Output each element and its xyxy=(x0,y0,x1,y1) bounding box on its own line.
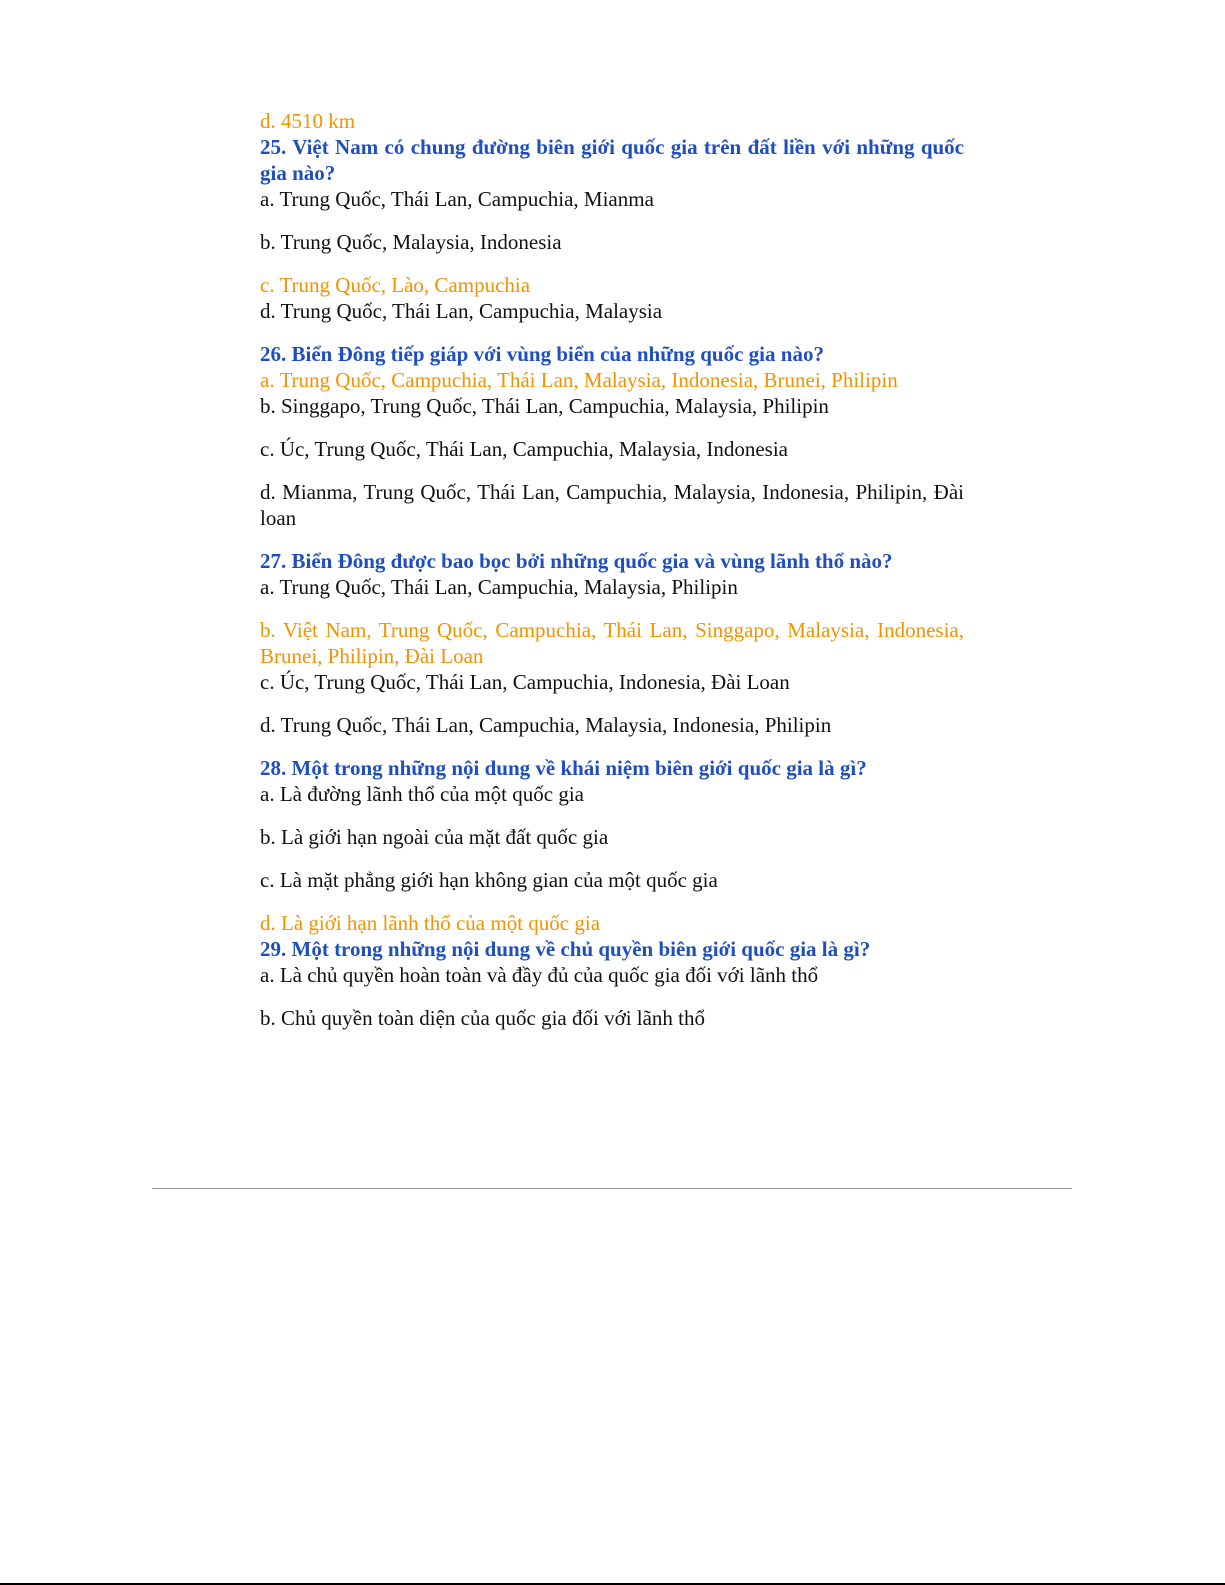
q27-option-a: a. Trung Quốc, Thái Lan, Campuchia, Malaysia, Philipin xyxy=(260,575,738,599)
document-page xyxy=(260,108,964,1031)
question-27: 27. Biển Đông được bao bọc bởi những quốc gia và vùng lãnh thổ nào? xyxy=(260,549,893,573)
question-28: 28. Một trong những nội dung về khái niệm biên giới quốc gia là gì? xyxy=(260,756,867,780)
q27-option-d: d. Trung Quốc, Thái Lan, Campuchia, Malaysia, Indonesia, Philipin xyxy=(260,713,832,737)
q25-option-a: a. Trung Quốc, Thái Lan, Campuchia, Mianma xyxy=(260,187,654,211)
q25-option-b: b. Trung Quốc, Malaysia, Indonesia xyxy=(260,230,562,254)
question-26: 26. Biển Đông tiếp giáp với vùng biển của những quốc gia nào? xyxy=(260,342,824,366)
question-25: 25. Việt Nam có chung đường biên giới quốc gia trên đất liền với những quốc gia nào? xyxy=(260,135,964,185)
q29-option-b: b. Chủ quyền toàn diện của quốc gia đối với lãnh thổ xyxy=(260,1006,706,1030)
q26-option-a: a. Trung Quốc, Campuchia, Thái Lan, Malaysia, Indonesia, Brunei, Philipin xyxy=(260,368,898,392)
q26-option-c: c. Úc, Trung Quốc, Thái Lan, Campuchia, Malaysia, Indonesia xyxy=(260,437,789,461)
q25-option-c: c. Trung Quốc, Lào, Campuchia xyxy=(260,273,531,297)
q28-option-d: d. Là giới hạn lãnh thổ của một quốc gia xyxy=(260,911,601,935)
q25-option-d: d. Trung Quốc, Thái Lan, Campuchia, Malaysia xyxy=(260,299,663,323)
q26-option-d: d. Mianma, Trung Quốc, Thái Lan, Campuchia, Malaysia, Indonesia, Philipin, Đài loan xyxy=(260,480,964,530)
q28-option-a: a. Là đường lãnh thổ của một quốc gia xyxy=(260,782,584,806)
q28-option-b: b. Là giới hạn ngoài của mặt đất quốc gia xyxy=(260,825,609,849)
q26-option-b: b. Singgapo, Trung Quốc, Thái Lan, Campuchia, Malaysia, Philipin xyxy=(260,394,829,418)
prev-answer-d: d. 4510 km xyxy=(260,109,356,133)
q28-option-c: c. Là mặt phẳng giới hạn không gian của một quốc gia xyxy=(260,868,718,892)
q27-option-c: c. Úc, Trung Quốc, Thái Lan, Campuchia, Indonesia, Đài Loan xyxy=(260,670,790,694)
q29-option-a: a. Là chủ quyền hoàn toàn và đầy đủ của quốc gia đối với lãnh thổ xyxy=(260,963,819,987)
question-29: 29. Một trong những nội dung về chủ quyền biên giới quốc gia là gì? xyxy=(260,937,871,961)
page-divider xyxy=(152,1188,1072,1189)
q27-option-b: b. Việt Nam, Trung Quốc, Campuchia, Thái Lan, Singgapo, Malaysia, Indonesia, Brunei, Philipin, Đài Loan xyxy=(260,618,964,668)
